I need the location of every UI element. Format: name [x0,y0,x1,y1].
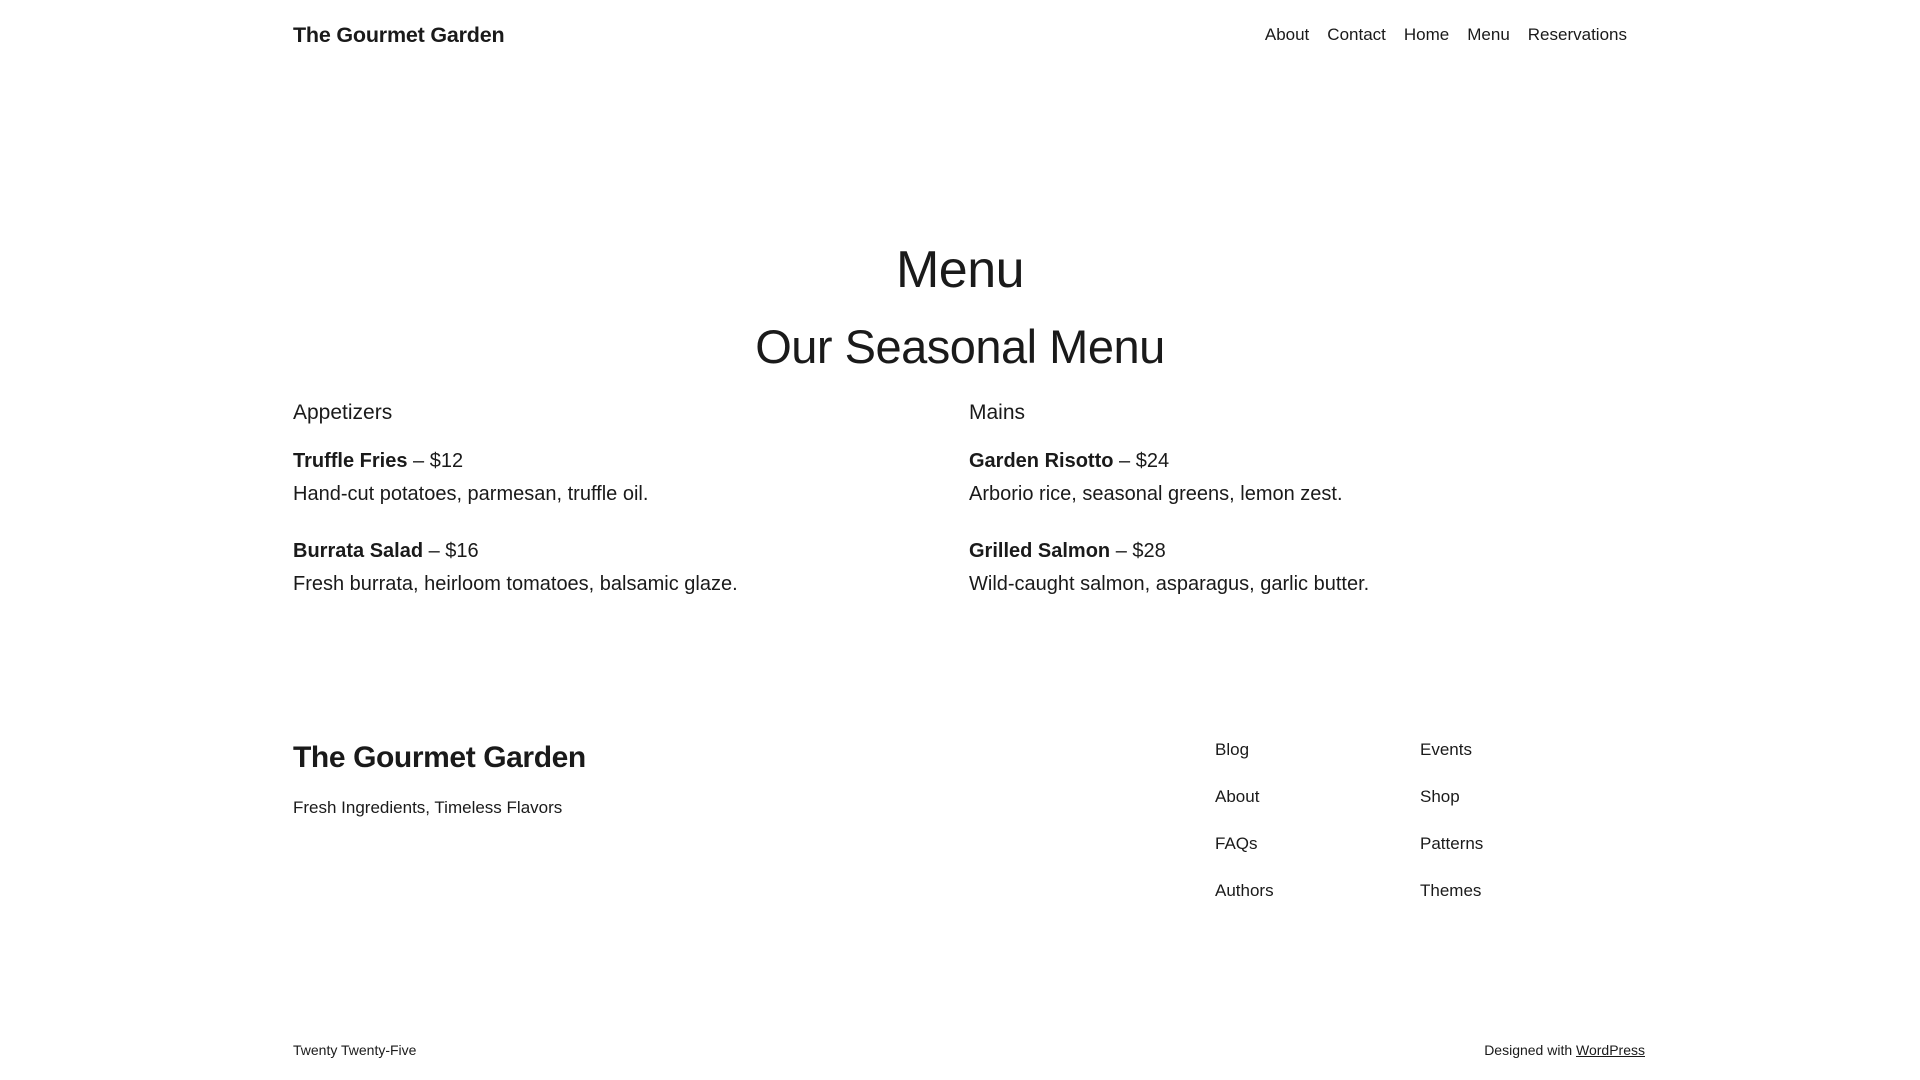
nav-item-home[interactable]: Home [1403,25,1450,44]
footer-link-column-2 [1420,740,1625,901]
footer-link-column-1 [1215,740,1420,901]
menu-section-appetizers [293,400,969,599]
menu-item-title-line [969,447,1605,476]
site-footer [293,740,1645,901]
menu-item-description: Wild-caught salmon, asparagus, garlic butter. [969,573,1370,596]
page-subtitle: Our Seasonal Menu [755,320,1165,373]
page-title: Menu [895,240,1025,299]
menu-item-price: – $24 [1119,450,1170,473]
footer-link-about[interactable]: About [1215,787,1260,806]
menu-item-description: Fresh burrata, heirloom tomatoes, balsamic glaze. [293,573,738,596]
menu-item-name: Truffle Fries [293,450,408,473]
menu-sections [293,400,1645,599]
menu-item-price: – $16 [428,540,479,563]
footer-link-authors[interactable]: Authors [1215,881,1274,900]
theme-name: Twenty Twenty-Five [293,1042,417,1058]
menu-item-name: Garden Risotto [969,450,1114,473]
section-heading: Appetizers [293,401,393,424]
menu-item-description: Hand-cut potatoes, parmesan, truffle oil. [293,483,649,506]
footer-link-faqs[interactable]: FAQs [1215,834,1258,853]
wordpress-link[interactable]: WordPress [1576,1042,1645,1058]
menu-item [969,447,1605,509]
menu-item [293,447,929,509]
menu-item-name: Burrata Salad [293,540,424,563]
menu-item-price: – $28 [1115,540,1166,563]
footer-link-shop[interactable]: Shop [1420,787,1460,806]
main-navigation [1265,25,1627,45]
footer-bottom-bar [293,1042,1645,1058]
site-header [0,0,1920,70]
menu-item-title-line [293,447,929,476]
menu-item-price: – $12 [413,450,464,473]
nav-item-about[interactable]: About [1264,25,1310,44]
footer-tagline: Fresh Ingredients, Timeless Flavors [293,798,563,817]
site-title[interactable]: The Gourmet Garden [293,22,505,47]
menu-item-title-line [969,537,1605,566]
nav-item-reservations[interactable]: Reservations [1527,25,1627,44]
menu-section-mains [969,400,1645,599]
nav-item-menu[interactable]: Menu [1467,25,1510,44]
footer-link-groups [1215,740,1625,901]
section-heading: Mains [969,401,1026,424]
footer-link-themes[interactable]: Themes [1420,881,1482,900]
footer-credit [1484,1042,1645,1058]
footer-credit-prefix: Designed with [1484,1042,1577,1058]
nav-item-contact[interactable]: Contact [1327,25,1386,44]
footer-site-title[interactable]: The Gourmet Garden [293,741,586,774]
footer-brand [293,740,586,818]
menu-item [969,537,1605,599]
footer-link-blog[interactable]: Blog [1215,740,1250,759]
footer-link-events[interactable]: Events [1420,740,1472,759]
menu-item-description: Arborio rice, seasonal greens, lemon zest. [969,483,1343,506]
menu-item-title-line [293,537,929,566]
footer-link-patterns[interactable]: Patterns [1420,834,1484,853]
menu-item-name: Grilled Salmon [969,540,1111,563]
menu-item [293,537,929,599]
